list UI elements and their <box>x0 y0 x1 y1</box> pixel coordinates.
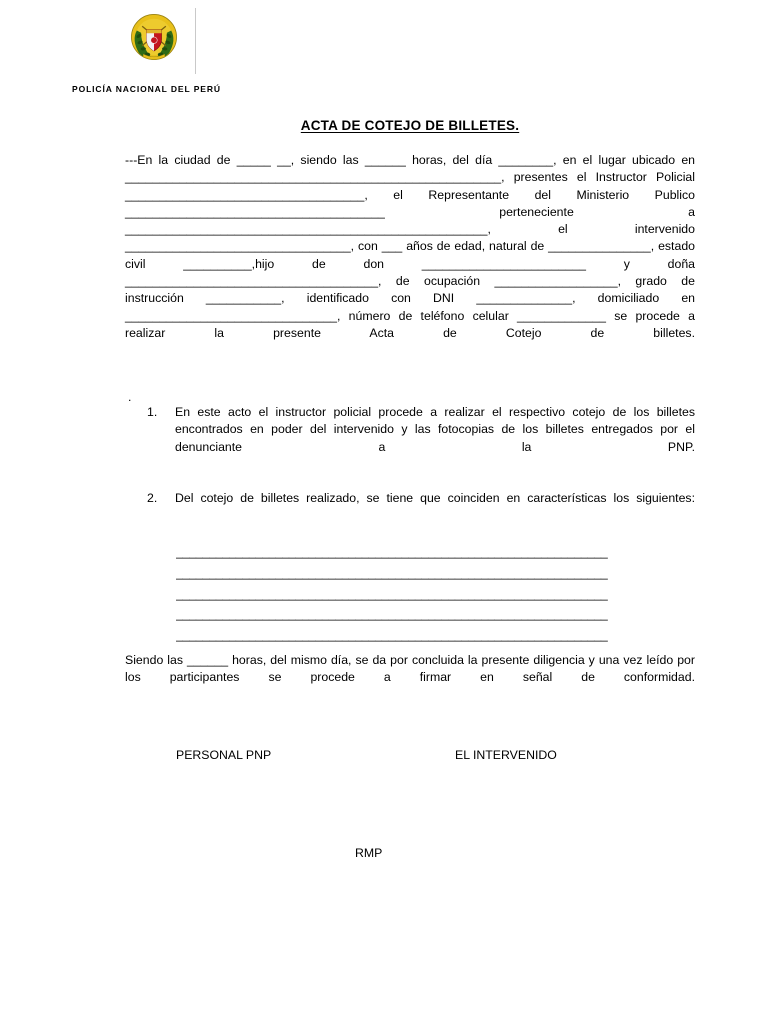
letterhead <box>72 8 392 94</box>
list-item-text: Del cotejo de billetes realizado, se tiene que coinciden en características los siguientes: <box>175 491 695 506</box>
peru-national-police-crest-icon <box>127 8 181 66</box>
body-paragraph-block <box>125 152 695 360</box>
list-item-text: En este acto el instructor policial procede a realizar el respectivo cotejo de los billetes encontrados en poder del intervenido y las fotocopias de los billetes entregados por el denunciante a la PNP. <box>175 405 695 454</box>
body-paragraph: ---En la ciudad de _____ __, siendo las ______ horas, del día ________, en el lugar ubicado en _______________________________________________________, presentes el Instructor Policial ___________________________________, el Representante del Ministerio Publico ______________________________________ perteneciente a _____________________________________________________, el intervenido _________________________________, con ___ años de edad, natural de _______________, estado civil __________,hijo de don ________________________ y doña _____________________________________, de ocupación __________________, grado de instrucción ___________, identificado con DNI ______________, domiciliado en _______________________________, número de teléfono celular _____________ se procede a realizar la presente Acta de Cotejo de billetes. <box>125 153 695 340</box>
fill-in-line[interactable]: _________________________________________________________________ <box>176 586 608 601</box>
signature-label-rmp: RMP <box>355 846 383 860</box>
closing-paragraph-block <box>125 652 695 704</box>
list-item-number: 2. <box>147 491 158 506</box>
signature-label-personal-pnp: PERSONAL PNP <box>176 748 272 762</box>
fill-in-line[interactable]: _________________________________________________________________ <box>176 545 608 559</box>
closing-paragraph: Siendo las ______ horas, del mismo día, se da por concluida la presente diligencia y una vez leído por los participantes se procede a firmar en señal de conformidad. <box>125 653 695 685</box>
list-item <box>125 490 695 525</box>
fill-in-line[interactable]: _________________________________________________________________ <box>176 565 608 580</box>
fill-in-line[interactable]: _________________________________________________________________ <box>176 628 608 643</box>
page-title-text: ACTA DE COTEJO DE BILLETES. <box>300 118 520 133</box>
numbered-list <box>125 404 695 542</box>
fill-in-lines <box>176 542 694 646</box>
list-item <box>125 404 695 473</box>
fill-in-line[interactable]: _________________________________________________________________ <box>176 607 608 622</box>
crest-row <box>72 8 392 78</box>
organization-name: POLICÍA NACIONAL DEL PERÚ <box>72 84 221 94</box>
letterhead-divider <box>195 8 196 74</box>
signature-row <box>125 748 695 768</box>
list-item-number: 1. <box>147 405 158 419</box>
signature-label-el-intervenido: EL INTERVENIDO <box>455 748 557 762</box>
page-title <box>125 118 695 133</box>
stray-period-mark: . <box>128 390 132 404</box>
